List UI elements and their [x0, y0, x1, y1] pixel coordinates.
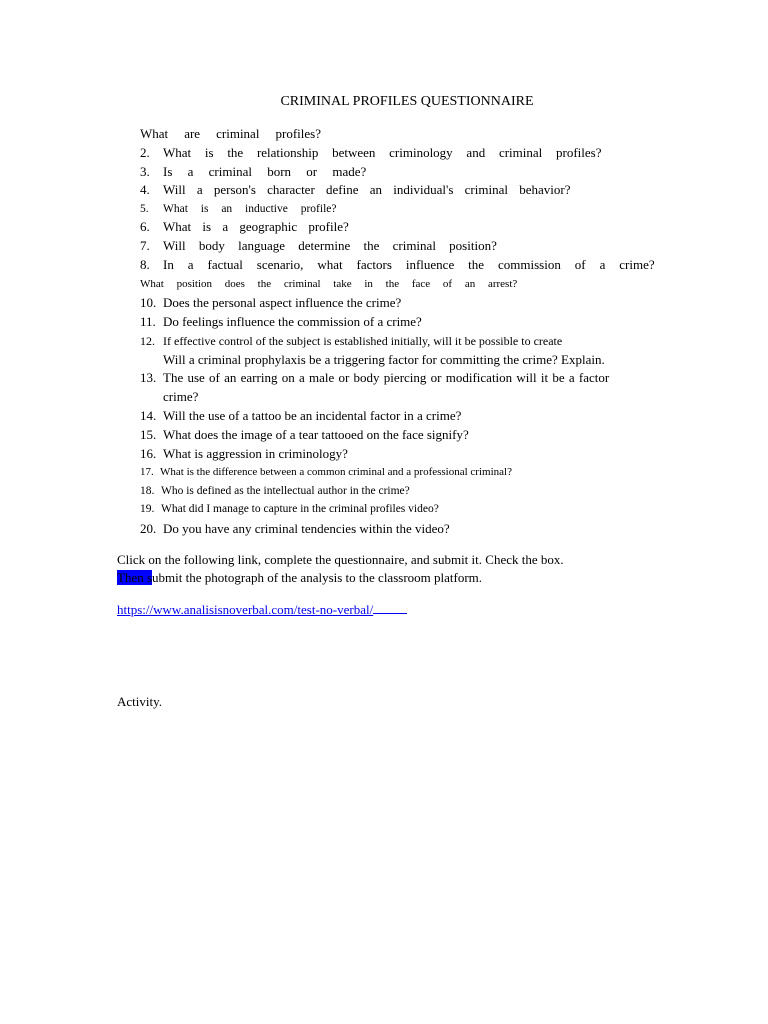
question-number: 18. [140, 485, 155, 497]
question-3 [140, 164, 366, 180]
question-18 [140, 483, 410, 499]
question-word: are [184, 126, 201, 141]
question-5 [140, 201, 336, 217]
question-text: What position does the criminal take in the face of an arrest? [140, 278, 518, 290]
question-number: 17. [140, 466, 154, 478]
instruction-text: ubmit the photograph of the analysis to the classroom platform. [152, 570, 483, 585]
question-number: 20. [140, 521, 157, 536]
question-4 [140, 182, 570, 198]
question-word: profiles? [275, 126, 321, 141]
question-2 [140, 145, 602, 161]
question-number: 4. [140, 182, 150, 197]
question-number: 2. [140, 145, 150, 160]
question-word: What [140, 126, 169, 141]
question-text: If effective control of the subject is established initially, will it be possible to create [163, 334, 563, 348]
question-7 [140, 238, 497, 254]
question-10 [140, 295, 401, 311]
question-text: Do feelings influence the commission of a crime? [163, 314, 422, 329]
question-number: 6. [140, 219, 150, 234]
question-number: 7. [140, 238, 150, 253]
question-text: What is aggression in criminology? [163, 446, 348, 461]
question-number: 10. [140, 295, 157, 310]
question-15 [140, 427, 469, 443]
link-underline-tail [373, 601, 407, 614]
question-6 [140, 219, 349, 235]
instruction-line-2 [117, 570, 482, 586]
question-number: 11. [140, 314, 156, 329]
link-text[interactable]: https://www.analisisnoverbal.com/test-no-verbal/ [117, 602, 374, 617]
question-16 [140, 446, 348, 462]
question-text: Is a criminal born or made? [163, 164, 367, 179]
question-text: Do you have any criminal tendencies within the video? [163, 521, 450, 536]
question-13 [140, 370, 609, 386]
question-number: 16. [140, 446, 157, 461]
question-text: Will a person's character define an individual's criminal behavior? [163, 182, 571, 197]
question-9 [140, 276, 517, 292]
question-number: 12. [140, 334, 155, 348]
question-14 [140, 408, 461, 424]
question-number: 13. [140, 370, 157, 385]
question-word: criminal [216, 126, 260, 141]
instruction-line-1: Click on the following link, complete the questionnaire, and submit it. Check the box. [117, 552, 564, 567]
question-13-continuation: crime? [163, 389, 199, 404]
question-12 [140, 333, 562, 349]
question-11 [140, 314, 422, 330]
question-8 [140, 257, 655, 273]
question-text: What does the image of a tear tattooed on the face signify? [163, 427, 469, 442]
question-text: Does the personal aspect influence the crime? [163, 295, 402, 310]
question-number: 19. [140, 503, 155, 515]
highlighted-text: Then s [117, 570, 153, 585]
question-17 [140, 464, 512, 480]
activity-label: Activity. [117, 694, 163, 709]
question-text: In a factual scenario, what factors influence the commission of a crime? [163, 257, 655, 272]
question-text: The use of an earring on a male or body piercing or modification will it be a factor [163, 370, 610, 385]
questionnaire-link[interactable] [117, 601, 407, 618]
question-12-continuation: Will a criminal prophylaxis be a triggering factor for committing the crime? Explain. [163, 352, 605, 367]
question-text: What is the difference between a common criminal and a professional criminal? [160, 466, 512, 478]
question-number: 14. [140, 408, 157, 423]
question-number: 5. [140, 203, 149, 215]
question-19 [140, 501, 439, 517]
question-text: Will body language determine the criminal position? [163, 238, 497, 253]
question-text: Who is defined as the intellectual author in the crime? [161, 485, 410, 497]
question-number: 15. [140, 427, 157, 442]
question-text: What is the relationship between criminology and criminal profiles? [163, 145, 602, 160]
question-text: What is an inductive profile? [163, 203, 337, 215]
question-number: 3. [140, 164, 150, 179]
page-title: CRIMINAL PROFILES QUESTIONNAIRE [280, 94, 534, 109]
question-text: What is a geographic profile? [163, 219, 349, 234]
question-text: Will the use of a tattoo be an incidental factor in a crime? [163, 408, 462, 423]
question-20 [140, 521, 450, 537]
question-text: What did I manage to capture in the criminal profiles video? [161, 503, 439, 515]
question-1 [140, 126, 321, 142]
question-number: 8. [140, 257, 150, 272]
